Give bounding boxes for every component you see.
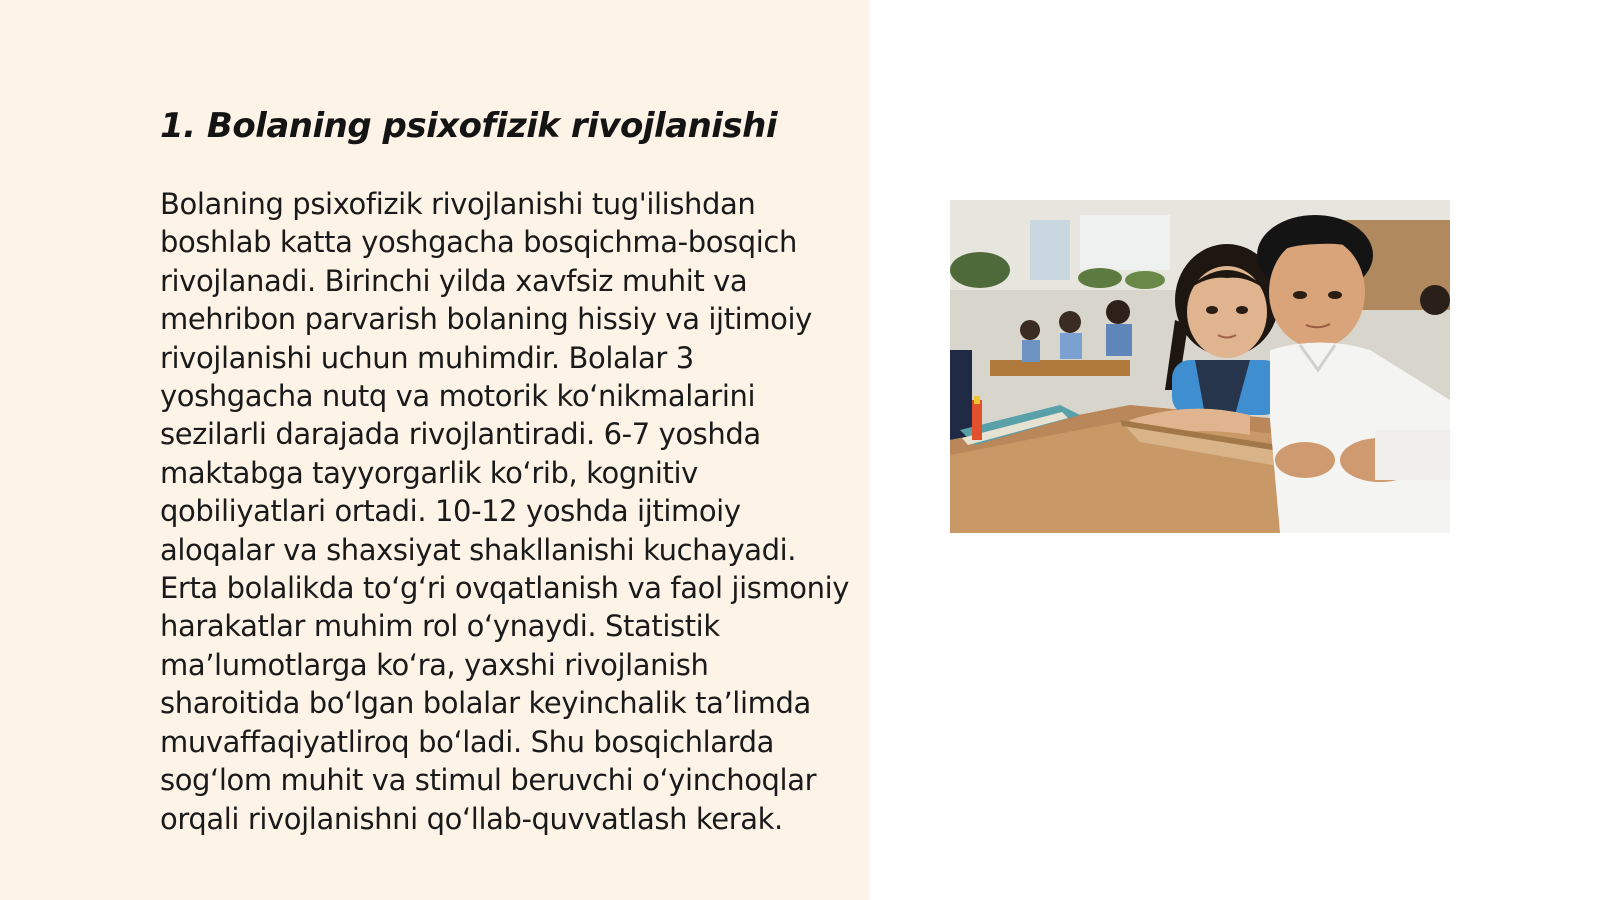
- classroom-photo: [950, 200, 1450, 533]
- slide-paragraph: Bolaning psixofizik rivojlanishi tug'ilishdan boshlab katta yoshgacha bosqichma-bosqich rivojlanadi. Birinchi yilda xavfsiz muhit va mehribon parvarish bolaning hissiy va ijtimoiy rivojlanishi uchun muhimdir. Bolalar 3 yoshgacha nutq va motorik koʻnikmalarini sezilarli darajada rivojlantiradi. 6-7 yoshda maktabga tayyorgarlik koʻrib, kognitiv qobiliyatlari ortadi. 10-12 yoshda ijtimoiy aloqalar va shaxsiyat shakllanishi kuchayadi. Erta bolalikda toʻgʻri ovqatlanish va faol jismoniy harakatlar muhim rol oʻynaydi. Statistik maʼlumotlarga koʻra, yaxshi rivojlanish sharoitida boʻlgan bolalar keyinchalik taʼlimda muvaffaqiyatliroq boʻladi. Shu bosqichlarda sogʻlom muhit va stimul beruvchi oʻyinchoqlar orqali rivojlanishni qoʻllab-quvvatlash kerak.: [160, 187, 850, 836]
- slide-heading: 1. Bolaning psixofizik rivojlanishi: [160, 106, 778, 146]
